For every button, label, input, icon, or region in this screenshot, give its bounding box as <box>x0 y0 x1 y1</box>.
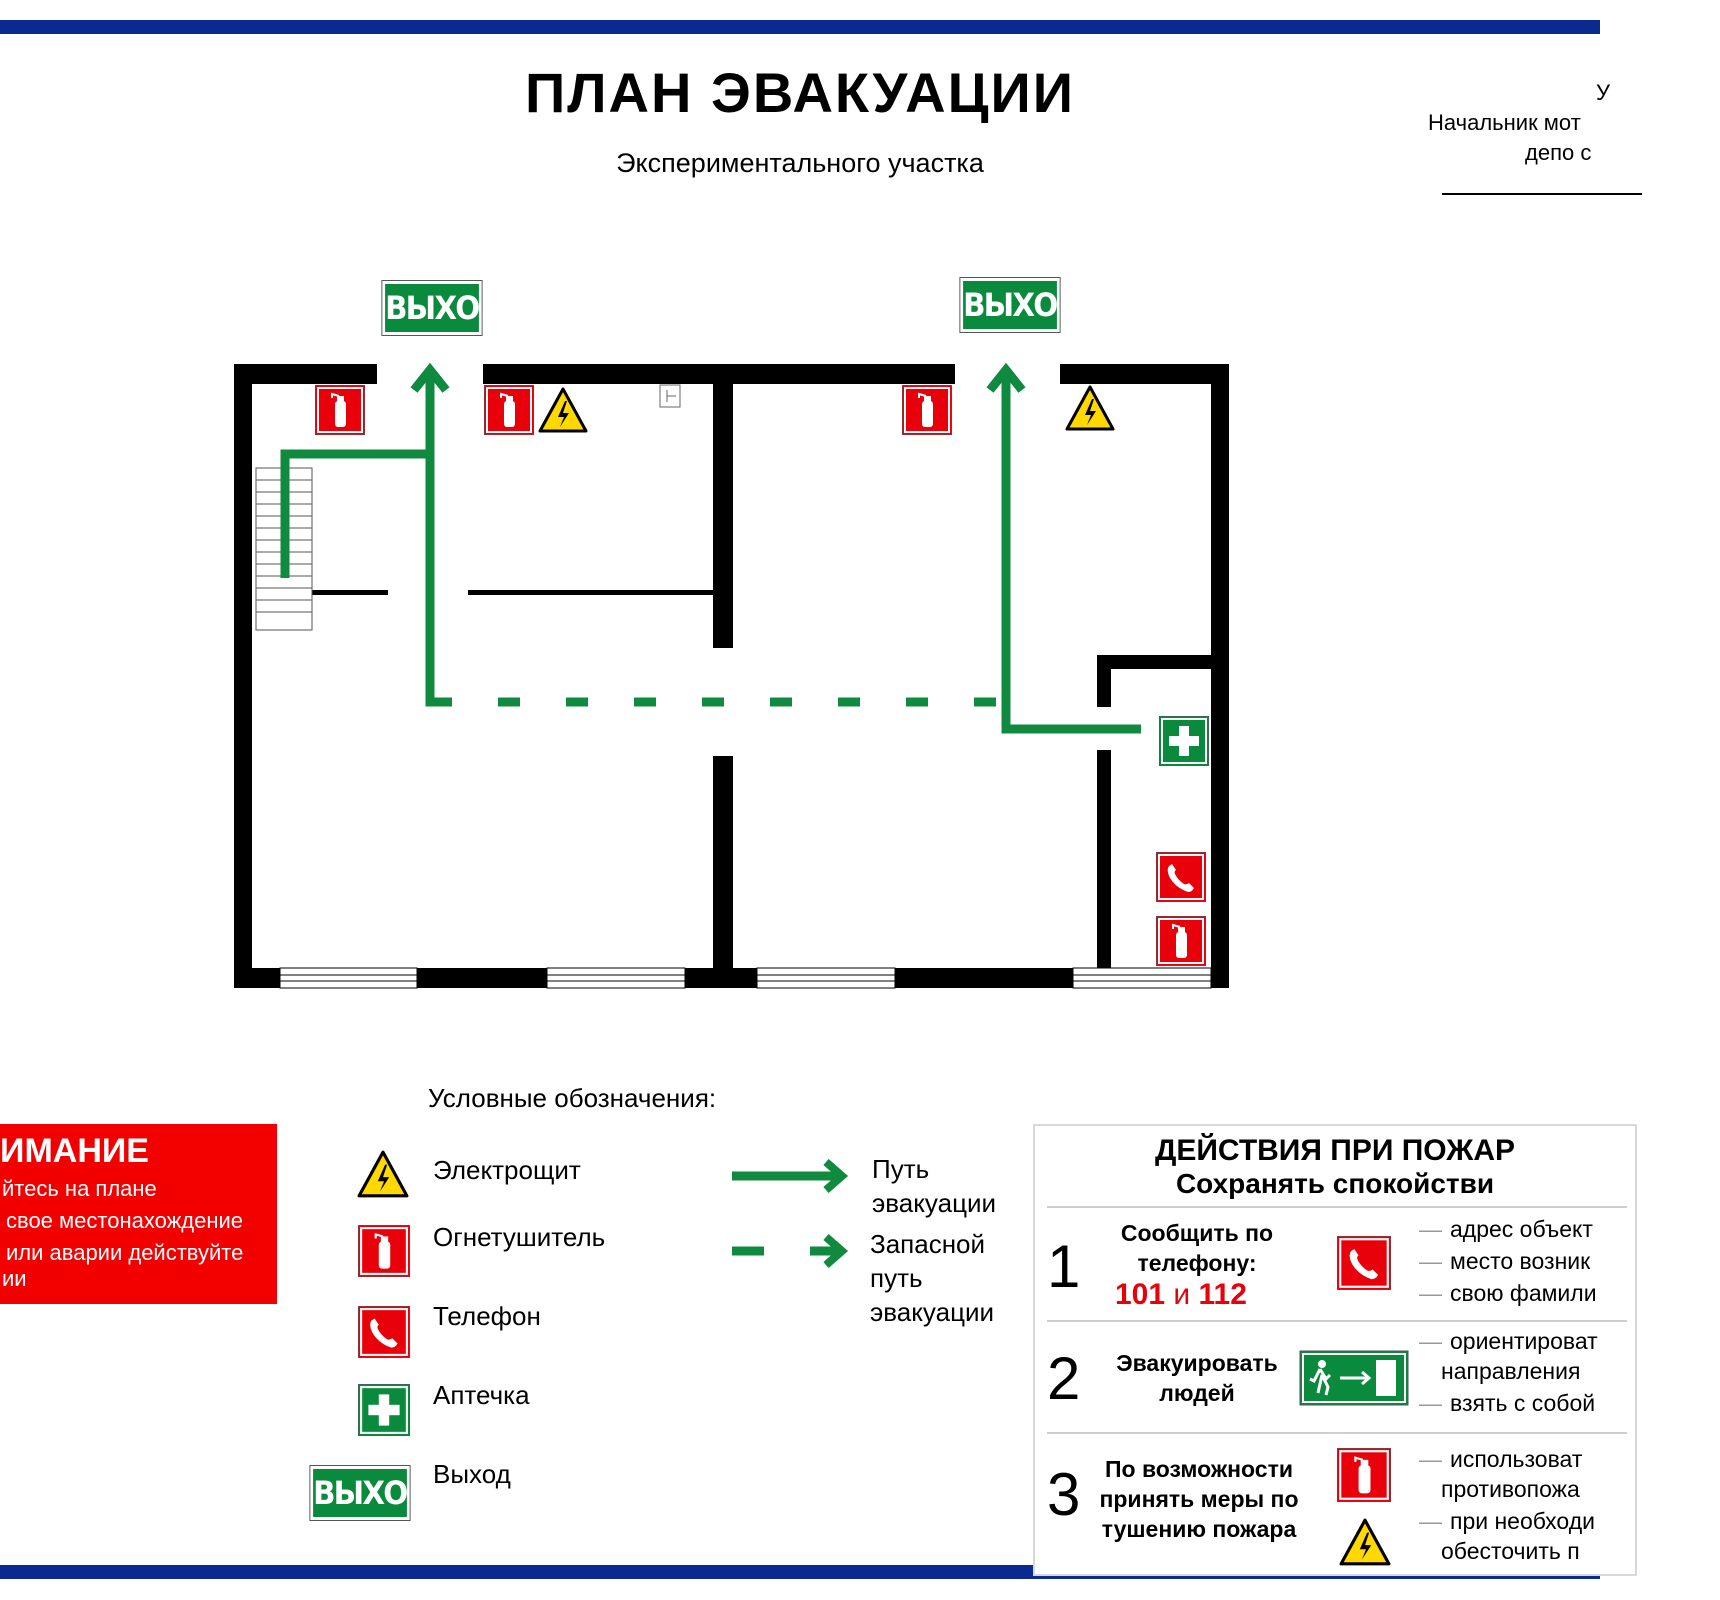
step-bullet: — при необходи <box>1419 1508 1595 1534</box>
actions-subheading: Сохранять спокойстви <box>1175 1168 1495 1199</box>
step-bullet: — использоват <box>1419 1446 1583 1472</box>
page-title: ПЛАН ЭВАКУАЦИИ <box>525 61 1075 124</box>
step-bullet: направления <box>1441 1358 1581 1384</box>
exit-door-icon <box>1300 1351 1408 1405</box>
exit-sign-left: ВЫХОД <box>382 281 481 335</box>
actions-divider <box>1047 1432 1627 1434</box>
warning-box <box>0 1124 277 1304</box>
legend-title: Условные обозначения: <box>428 1083 717 1113</box>
step-number: 1 <box>1047 1233 1081 1300</box>
warning-heading: ИМАНИЕ <box>0 1132 149 1170</box>
fire-actions-panel <box>1033 1124 1637 1576</box>
step-bullet: — адрес объект <box>1419 1216 1593 1242</box>
main-route-left <box>285 370 452 702</box>
first-aid-icon <box>358 1384 410 1436</box>
actions-divider <box>1047 1206 1627 1208</box>
legend-label-phone: Телефон <box>433 1301 541 1331</box>
actions-heading: ДЕЙСТВИЯ ПРИ ПОЖАР <box>1154 1134 1516 1167</box>
approve-line-1: У <box>1596 80 1610 105</box>
step-2-text: Эвакуировать людей <box>1116 1350 1278 1406</box>
legend-route-spare-label: Запасной путь эвакуации <box>870 1229 995 1327</box>
legend-route-main <box>730 1158 855 1198</box>
fire-extinguisher-icon <box>1337 1448 1391 1502</box>
legend-route-spare <box>730 1233 855 1273</box>
legend-label-extinguisher: Огнетушитель <box>433 1222 606 1252</box>
step-bullet: — свою фамили <box>1419 1280 1597 1306</box>
step-bullet: противопожа <box>1441 1476 1580 1502</box>
electrical-panel-icon <box>1339 1518 1391 1566</box>
step-bullet: — взять с собой <box>1419 1390 1596 1416</box>
warning-line: или аварии действуйте <box>6 1240 244 1265</box>
step-3-text: По возможности принять меры по тушению пожара <box>1099 1456 1299 1542</box>
exit-sign-right: ВЫХОД <box>960 278 1059 332</box>
fire-extinguisher-icon <box>902 385 952 435</box>
electrical-panel-icon <box>1065 385 1115 431</box>
socket-marker <box>660 385 680 407</box>
step-1-text: Сообщить по телефону: <box>1120 1220 1274 1276</box>
actions-divider <box>1047 1320 1627 1322</box>
fire-extinguisher-icon <box>1156 916 1206 966</box>
phone-icon <box>1337 1236 1391 1290</box>
step-number: 3 <box>1047 1461 1081 1528</box>
electrical-panel-icon <box>357 1150 409 1198</box>
page-subtitle: Экспериментального участка <box>616 148 984 178</box>
first-aid-icon <box>1159 716 1209 766</box>
step-bullet: обесточить п <box>1441 1538 1580 1564</box>
step-number: 2 <box>1047 1345 1081 1412</box>
fire-extinguisher-icon <box>315 385 365 435</box>
approve-line-2: Начальник мот <box>1428 110 1581 135</box>
fire-extinguisher-icon <box>484 385 534 435</box>
legend-route-main-label: Путь эвакуации <box>872 1154 997 1218</box>
legend-label-electrical: Электрощит <box>433 1155 581 1185</box>
warning-line: йтесь на плане <box>2 1176 157 1201</box>
electrical-panel-icon <box>538 387 588 433</box>
legend-label-first-aid: Аптечка <box>433 1380 530 1410</box>
legend-label-exit: Выход <box>433 1459 511 1489</box>
step-bullet: — ориентироват <box>1419 1328 1598 1354</box>
fire-extinguisher-icon <box>358 1225 410 1277</box>
warning-line: ии <box>2 1266 27 1291</box>
warning-line: свое местонахождение <box>6 1208 244 1233</box>
phone-icon <box>1156 852 1206 902</box>
step-bullet: — место возник <box>1419 1248 1591 1274</box>
approve-line-3: депо с <box>1525 140 1592 165</box>
exit-sign-icon: ВЫХОД <box>310 1466 409 1520</box>
phone-icon <box>358 1306 410 1358</box>
emergency-phone-numbers: 101 и 112 <box>1115 1278 1247 1311</box>
